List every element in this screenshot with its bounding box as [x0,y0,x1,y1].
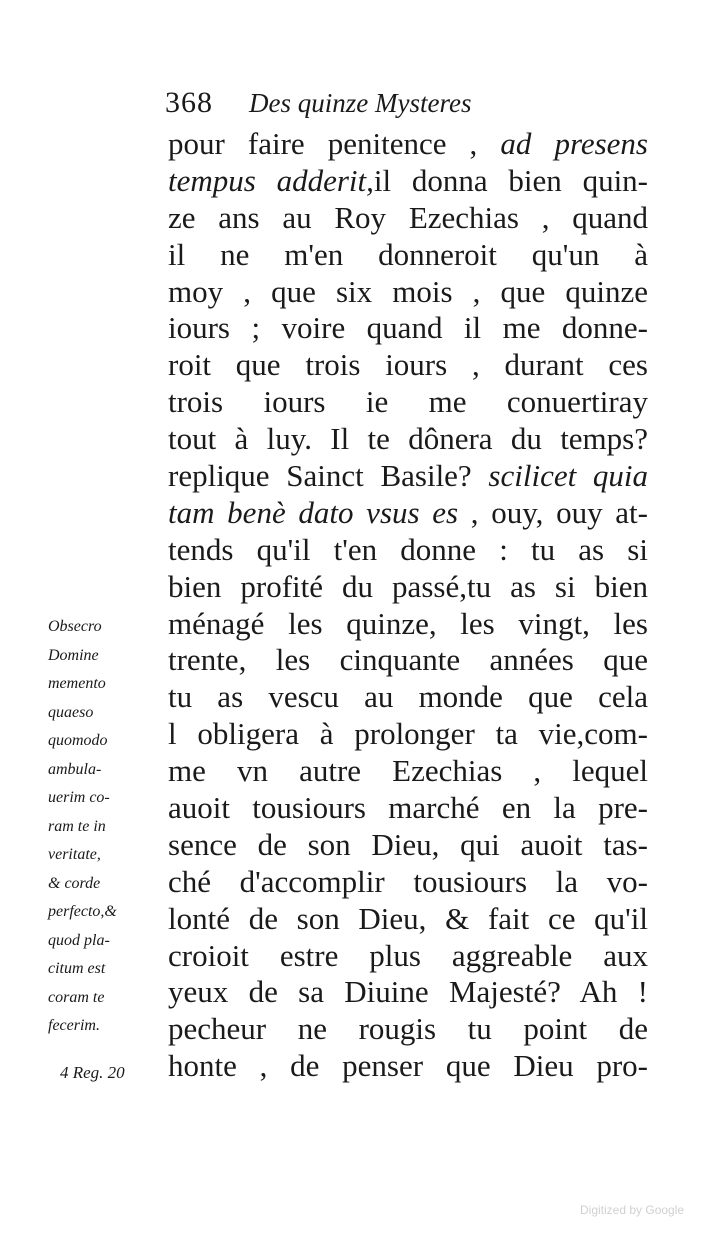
text-segment: me vn autre Ezechias , lequel [168,753,648,789]
text-segment: ze ans au Roy Ezechias , quand [168,199,648,235]
margin-note-line: quomodo [48,732,108,749]
watermark: Digitized by Google [580,1203,685,1217]
text-segment: ché d'accomplir tousiours la vo- [168,863,648,899]
text-line [168,938,648,975]
text-line [168,200,648,237]
text-line [168,237,648,274]
text-line [168,974,648,1011]
margin-note-line: ambula- [48,760,102,778]
margin-note-line: uerim co- [48,789,110,806]
margin-note-line: citum est [48,960,106,977]
text-line [168,532,648,569]
text-line [168,901,648,938]
running-title: Des quinze Mysteres [249,88,472,118]
text-segment: l obligera à prolonger ta vie,com- [168,716,648,752]
text-segment: tends qu'il t'en donne : tu as si [168,531,648,567]
body-text [168,126,648,1085]
margin-note-line: & corde [48,874,101,892]
text-segment: lonté de son Dieu, & fait ce qu'il [168,900,648,936]
text-line [168,421,648,458]
margin-note-line: quod pla- [48,931,110,949]
text-line [168,310,648,347]
margin-note-line: Domine [48,646,99,664]
text-line [168,384,648,421]
text-segment: replique Sainct Basile? [168,458,489,494]
latin-quote: ad presens [500,126,648,161]
margin-reference: 4 Reg. 20 [60,1063,125,1082]
text-segment: il ne m'en donneroit qu'un à [168,236,648,272]
text-segment: , ouy, ouy at- [458,494,648,530]
text-segment: moy , que six mois , que quinze [168,273,648,309]
text-segment: croioit estre plus aggreable aux [168,937,648,973]
margin-note-line: perfecto,& [48,903,117,920]
text-segment: pour faire penitence , [168,126,501,161]
text-line [168,606,648,643]
margin-note-line: fecerim. [48,1017,100,1034]
margin-note-line: coram te [48,988,105,1006]
text-segment: bien profité du passé,tu as si bien [168,568,648,604]
text-segment: iours ; voire quand il me donne- [168,310,648,346]
margin-note-line: memento [48,675,106,692]
text-segment: yeux de sa Diuine Majesté? Ah ! [168,974,648,1010]
text-line [168,827,648,864]
latin-quote: scilicet quia [488,458,649,494]
text-line [168,495,648,532]
text-line [168,163,648,200]
margin-note [48,613,166,1041]
text-segment: honte , de penser que Dieu pro- [168,1048,648,1084]
text-line [168,569,648,606]
text-line [168,753,648,790]
text-segment: auoit tousiours marché en la pre- [168,790,648,826]
margin-note-line: veritate, [48,846,101,863]
text-segment: pecheur ne rougis tu point de [168,1011,648,1047]
text-segment: trois iours ie me conuertiray [168,384,648,420]
margin-note-line: quaeso [48,703,94,721]
text-segment: sence de son Dieu, qui auoit tas- [168,826,648,862]
text-segment: trente, les cinquante années que [168,642,648,678]
text-line [168,642,648,679]
text-line [168,716,648,753]
text-line [168,274,648,311]
text-segment: roit que trois iours , durant ces [168,347,648,383]
text-line [168,458,648,495]
text-segment: tout à luy. Il te dônera du temps? [168,421,648,457]
text-line [168,790,648,827]
latin-quote: tam benè dato vsus es [168,494,459,530]
page-number: 368 [165,86,213,119]
text-segment: il donna bien quin- [373,162,649,198]
text-segment: tu as vescu au monde que cela [168,679,648,715]
text-line [168,864,648,901]
text-segment: ménagé les quinze, les vingt, les [168,605,648,641]
text-line [168,347,648,384]
text-line [168,126,648,163]
margin-note-line: ram te in [48,817,106,835]
margin-note-line: Obsecro [48,618,102,635]
page-header [165,86,605,126]
text-line [168,1048,648,1085]
latin-quote: tempus adderit, [168,162,374,198]
text-line [168,679,648,716]
text-line [168,1011,648,1048]
